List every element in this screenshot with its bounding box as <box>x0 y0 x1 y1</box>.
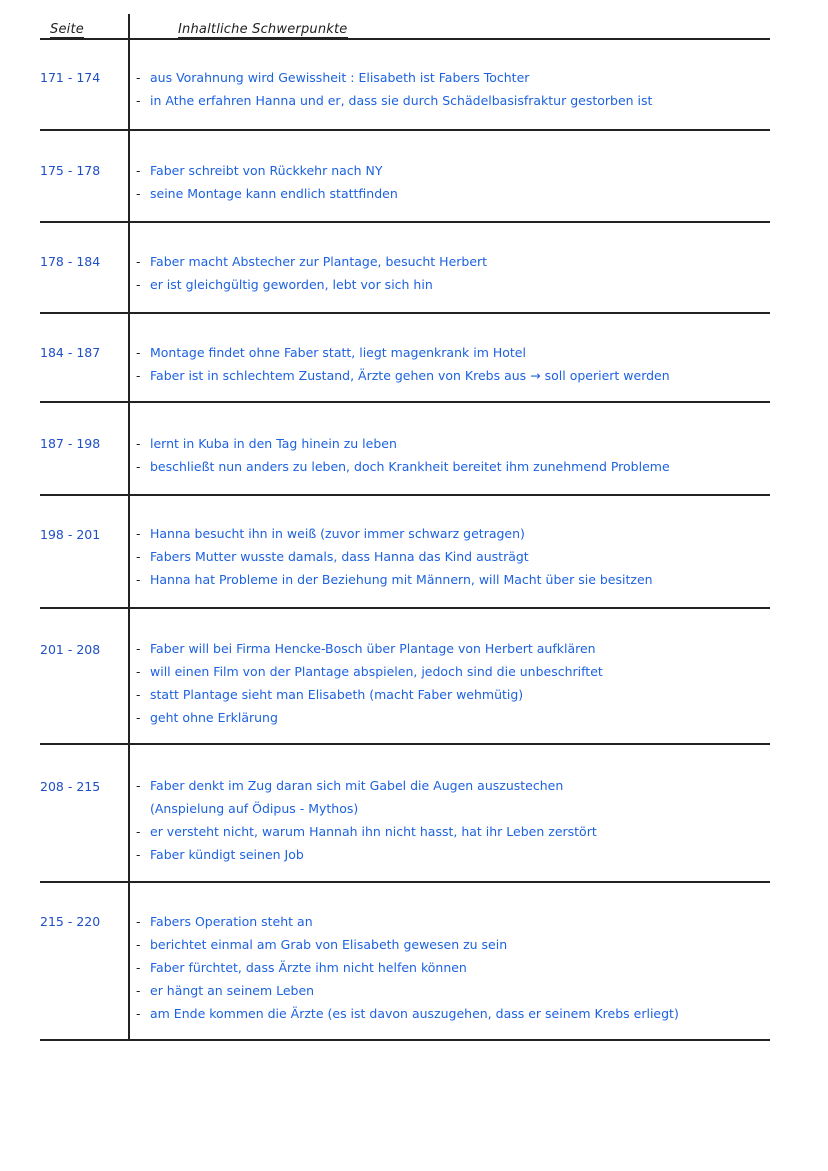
note-item: - Faber ist in schlechtem Zustand, Ärzte gehen von Krebs aus → soll operiert werden <box>136 368 670 383</box>
note-item: - Faber fürchtet, dass Ärzte ihm nicht helfen können <box>136 960 467 975</box>
header-rule <box>40 38 770 40</box>
note-item: - er ist gleichgültig geworden, lebt vor sich hin <box>136 277 433 292</box>
note-item: - seine Montage kann endlich stattfinden <box>136 186 398 201</box>
note-item: - er hängt an seinem Leben <box>136 983 315 998</box>
note-item: - Hanna besucht ihn in weiß (zuvor immer schwarz getragen) <box>136 526 525 541</box>
row-notes <box>136 522 776 591</box>
row-notes <box>136 250 776 296</box>
row-separator <box>40 743 770 745</box>
note-item: - er versteht nicht, warum Hannah ihn nicht hasst, hat ihr Leben zerstört <box>136 824 597 839</box>
note-item: - berichtet einmal am Grab von Elisabeth gewesen zu sein <box>136 937 508 952</box>
note-item: - aus Vorahnung wird Gewissheit : Elisabeth ist Fabers Tochter <box>136 70 530 85</box>
note-item: - Montage findet ohne Faber statt, liegt magenkrank im Hotel <box>136 345 526 360</box>
row-notes <box>136 66 776 112</box>
row-separator <box>40 607 770 609</box>
row-notes <box>136 159 776 205</box>
header-pages-column: Seite <box>50 22 84 37</box>
note-item: - Fabers Mutter wusste damals, dass Hanna das Kind austrägt <box>136 549 529 564</box>
row-pages: 215 - 220 <box>40 914 101 929</box>
column-divider <box>128 14 130 1040</box>
note-item: - in Athe erfahren Hanna und er, dass sie durch Schädelbasisfraktur gestorben ist <box>136 93 653 108</box>
header-content-column: Inhaltliche Schwerpunkte <box>178 22 348 37</box>
row-separator <box>40 401 770 403</box>
row-pages: 198 - 201 <box>40 527 101 542</box>
note-item: - statt Plantage sieht man Elisabeth (macht Faber wehmütig) <box>136 687 524 702</box>
note-item: - Faber schreibt von Rückkehr nach NY <box>136 163 383 178</box>
row-notes <box>136 910 776 1025</box>
note-item: - Faber will bei Firma Hencke-Bosch über Plantage von Herbert aufklären <box>136 641 596 656</box>
row-notes <box>136 341 776 387</box>
row-separator <box>40 1039 770 1041</box>
row-separator <box>40 221 770 223</box>
note-item: - beschließt nun anders zu leben, doch Krankheit bereitet ihm zunehmend Probleme <box>136 459 670 474</box>
row-pages: 208 - 215 <box>40 779 101 794</box>
row-separator <box>40 881 770 883</box>
row-separator <box>40 129 770 131</box>
note-item: - Faber denkt im Zug daran sich mit Gabel die Augen auszustechen <box>136 778 564 793</box>
note-item: - am Ende kommen die Ärzte (es ist davon auszugehen, dass er seinem Krebs erliegt) <box>136 1006 679 1021</box>
note-item: - geht ohne Erklärung <box>136 710 278 725</box>
row-pages: 187 - 198 <box>40 436 101 451</box>
note-item: - Fabers Operation steht an <box>136 914 313 929</box>
row-pages: 184 - 187 <box>40 345 101 360</box>
note-item: - will einen Film von der Plantage abspielen, jedoch sind die unbeschriftet <box>136 664 603 679</box>
row-pages: 171 - 174 <box>40 70 101 85</box>
row-separator <box>40 312 770 314</box>
row-pages: 178 - 184 <box>40 254 101 269</box>
note-item: - Faber kündigt seinen Job <box>136 847 304 862</box>
row-notes <box>136 432 776 478</box>
note-item-continued: (Anspielung auf Ödipus - Mythos) <box>150 801 359 816</box>
note-item: - lernt in Kuba in den Tag hinein zu leben <box>136 436 397 451</box>
note-item: - Hanna hat Probleme in der Beziehung mit Männern, will Macht über sie besitzen <box>136 572 653 587</box>
row-pages: 175 - 178 <box>40 163 101 178</box>
row-notes <box>136 637 776 729</box>
note-item: - Faber macht Abstecher zur Plantage, besucht Herbert <box>136 254 488 269</box>
row-pages: 201 - 208 <box>40 642 101 657</box>
row-notes <box>136 774 776 866</box>
row-separator <box>40 494 770 496</box>
